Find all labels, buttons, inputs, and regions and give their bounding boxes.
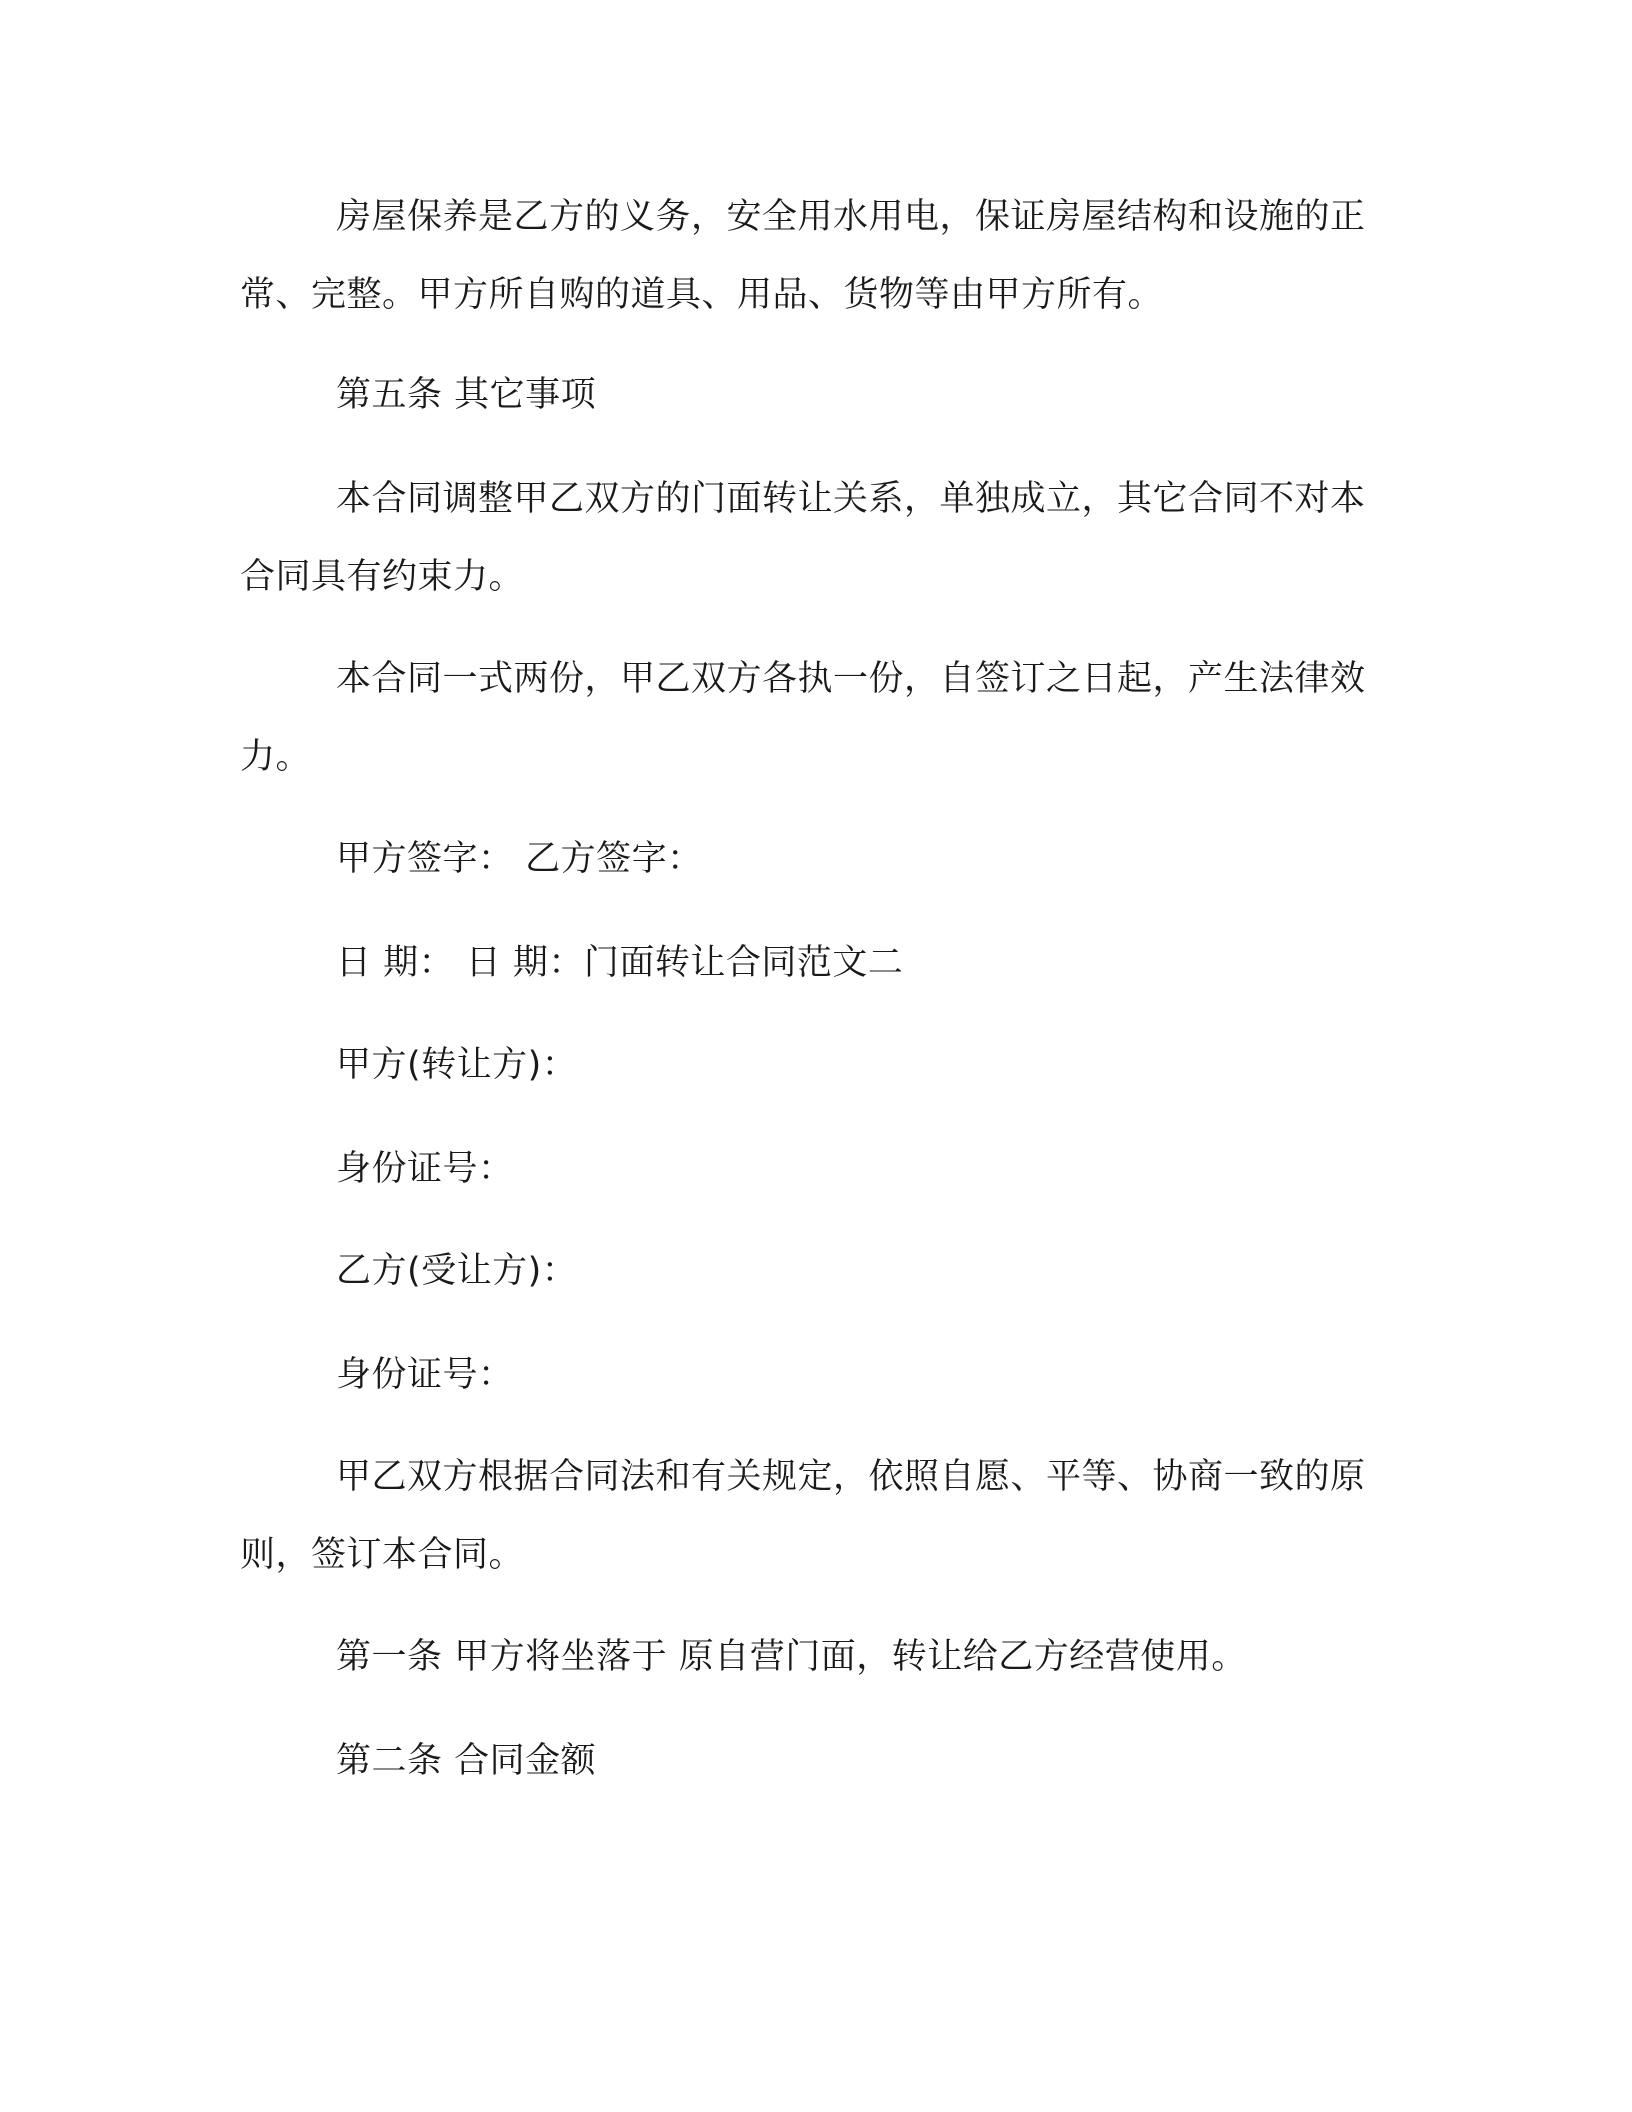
paragraph-party-b: 乙方(受让方)： [336, 1251, 578, 1291]
paragraph-maintenance: 房屋保养是乙方的义务，安全用水用电，保证房屋结构和设施的正常、完整。甲方所自购的道具、用品、货物等由甲方所有。 [240, 197, 1366, 315]
paragraph-party-b-id: 身份证号： [336, 1355, 514, 1395]
paragraph-party-a: 甲方(转让方)： [336, 1045, 578, 1085]
paragraph-contract-scope: 本合同调整甲乙双方的门面转让关系，单独成立，其它合同不对本合同具有约束力。 [240, 479, 1366, 597]
paragraph-article-2-heading: 第二条 合同金额 [336, 1741, 597, 1781]
paragraph-copies-effect: 本合同一式两份，甲乙双方各执一份，自签订之日起，产生法律效力。 [240, 659, 1366, 777]
paragraph-party-a-id: 身份证号： [336, 1149, 514, 1189]
paragraph-article-5-heading: 第五条 其它事项 [336, 375, 597, 415]
paragraph-signatures: 甲方签字： 乙方签字： [336, 839, 703, 879]
paragraph-preamble: 甲乙双方根据合同法和有关规定，依照自愿、平等、协商一致的原则，签订本合同。 [240, 1457, 1366, 1575]
paragraph-dates: 日 期： 日 期：门面转让合同范文二 [336, 943, 904, 983]
paragraph-article-1: 第一条 甲方将坐落于 原自营门面，转让给乙方经营使用。 [336, 1637, 1247, 1677]
